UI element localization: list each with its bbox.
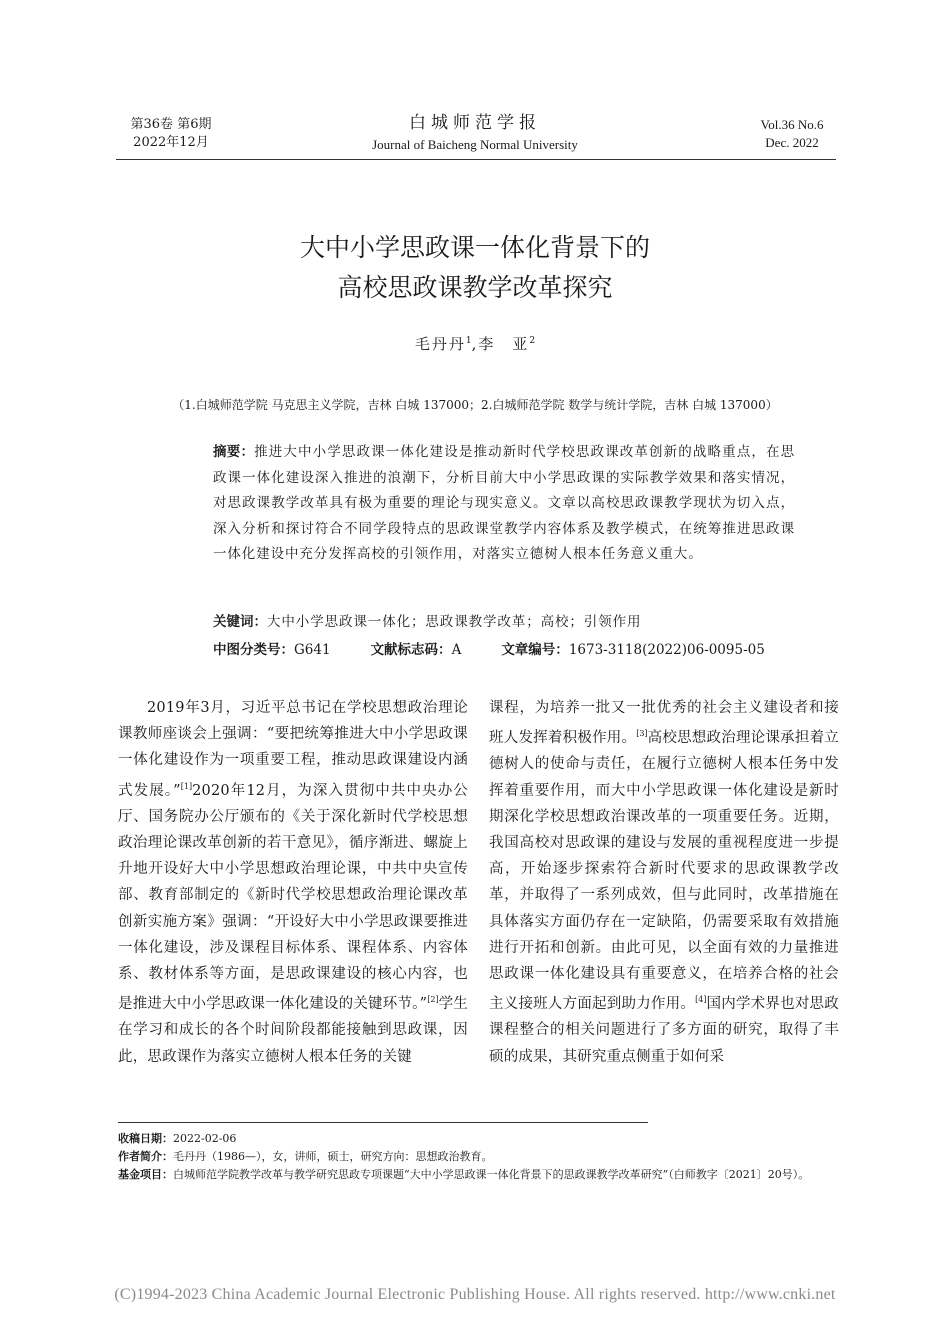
header-divider bbox=[116, 159, 836, 160]
author-bio bbox=[118, 1148, 840, 1166]
body-text: 课程，为培养一批又一批优秀的社会主义建设者和接班人发挥着积极作用。 bbox=[489, 700, 839, 747]
issue-date-en: Dec. 2022 bbox=[765, 135, 819, 150]
author-2: 李 亚 bbox=[478, 335, 530, 353]
body-text: 国内学术界也对思政课程整合的相关问题进行了多方面的研究，取得了丰硕的成果，其研究重点侧重于如何采 bbox=[489, 996, 839, 1065]
received-label: 收稿日期： bbox=[118, 1132, 173, 1145]
author-separator: , bbox=[471, 335, 479, 353]
funding bbox=[118, 1166, 840, 1184]
abstract bbox=[213, 440, 795, 568]
body-paragraph bbox=[118, 695, 468, 1070]
body-text: 高校思想政治理论课承担着立德树人的使命与责任，在履行立德树人根本任务中发挥着重要作用，而大中小学思政课一体化建设是新时期深化学校思想政治课改革的一项重要任务。近期，我国高校对思政课的建设与发展的重视程度进一步提高，开始逐步探索符合新时代要求的思政课教学改革，并取得了一系列成效，但与此同时，改革措施在具体落实方面仍存在一定缺陷，仍需要采取有效措施进行开拓和创新。由此可见，以全面有效的力量推进思政课一体化建设具有重要意义，在培养合格的社会主义接班人方面起到助力作用。 bbox=[489, 730, 840, 1013]
citation-ref-4[interactable]: [4] bbox=[695, 995, 707, 1005]
classification-line bbox=[213, 640, 833, 660]
body-text: 2020年12月，为深入贯彻中共中央办公厅、国务院办公厅颁布的《关于深化新时代学校思想政治理论课改革创新的若干意见》，循序渐进、螺旋上升地开设好大中小学思想政治理论课，中共中央宣传部、教育部制定的《新时代学校思想政治理论课改革创新实施方案》强调：“开设好大中小学思政课要推进一体化建设，涉及课程目标体系、课程体系、内容体系、教材体系等方面，是思政课建设的核心内容，也是推进大中小学思政课一体化建设的关键环节。” bbox=[118, 782, 468, 1013]
volume-issue: 第36卷 第6期 bbox=[130, 117, 212, 132]
abstract-label: 摘要： bbox=[213, 444, 255, 460]
header-volume-block bbox=[121, 116, 221, 152]
footnote-divider bbox=[118, 1122, 648, 1123]
author-list bbox=[100, 333, 850, 354]
journal-name-en: Journal of Baicheng Normal University bbox=[372, 137, 578, 152]
body-text: 学生在学习和成长的各个时间阶段都能接触到思政课，因此，思政课作为落实立德树人根本任务的关键 bbox=[118, 996, 468, 1065]
clc-label: 中图分类号： bbox=[213, 642, 294, 658]
doc-code: A bbox=[451, 642, 462, 658]
author-2-affil-mark: 2 bbox=[529, 336, 536, 346]
author-1: 毛丹丹 bbox=[414, 335, 466, 353]
funding-value: 白城师范学院教学改革与教学研究思政专项课题“大中小学思政课一体化背景下的思政课教学改革研究”（白师教字〔2021〕20号）。 bbox=[173, 1168, 810, 1181]
abstract-text: 推进大中小学思政课一体化建设是推动新时代学校思政课改革创新的战略重点，在思政课一体化建设深入推进的浪潮下，分析目前大中小学思政课的实际教学效果和落实情况，对思政课教学改革具有极为重要的理论与现实意义。文章以高校思政课教学现状为切入点，深入分析和探讨符合不同学段特点的思政课堂教学内容体系及教学模式，在统筹推进思政课一体化建设中充分发挥高校的引领作用，对落实立德树人根本任务意义重大。 bbox=[213, 444, 795, 562]
author-bio-value: 毛丹丹（1986—），女，讲师，硕士，研究方向：思想政治教育。 bbox=[173, 1150, 493, 1163]
article-no-label: 文章编号： bbox=[501, 642, 569, 658]
doc-code-label: 文献标志码： bbox=[370, 642, 452, 658]
received-date bbox=[118, 1130, 840, 1148]
header-volume-en bbox=[742, 116, 842, 152]
funding-label: 基金项目： bbox=[118, 1168, 173, 1181]
body-text: 2019年3月，习近平总书记在学校思想政治理论课教师座谈会上强调：“要把统筹推进大中小学思政课一体化建设作为一项重要工程，推动思政课建设内涵式发展。” bbox=[118, 700, 468, 799]
paper-title-line1: 大中小学思政课一体化背景下的 bbox=[299, 233, 650, 262]
author-1-affil-mark: 1 bbox=[465, 336, 472, 346]
journal-name-cn: 白城师范学报 bbox=[409, 113, 541, 133]
keywords bbox=[213, 612, 813, 632]
article-no: 1673-3118(2022)06-0095-05 bbox=[568, 642, 765, 658]
body-column-right bbox=[489, 695, 839, 1070]
affiliations: （1.白城师范学院 马克思主义学院，吉林 白城 137000；2.白城师范学院 数学与统计学院，吉林 白城 137000） bbox=[172, 398, 778, 412]
journal-masthead bbox=[330, 112, 620, 154]
author-bio-label: 作者简介： bbox=[118, 1150, 173, 1163]
footnotes bbox=[118, 1130, 840, 1184]
copyright-watermark: (C)1994-2023 China Academic Journal Electronic Publishing House. All rights reserved. http://www.cnki.net bbox=[114, 1286, 836, 1303]
keywords-text: 大中小学思政课一体化；思政课教学改革；高校；引领作用 bbox=[267, 614, 642, 630]
issue-date-cn: 2022年12月 bbox=[133, 135, 209, 150]
paper-title-line2: 高校思政课教学改革探究 bbox=[337, 273, 613, 302]
body-paragraph bbox=[489, 695, 839, 1070]
received-value: 2022-02-06 bbox=[173, 1132, 237, 1145]
body-column-left bbox=[118, 695, 468, 1070]
clc-code: G641 bbox=[294, 642, 331, 658]
citation-ref-2[interactable]: [2] bbox=[427, 995, 439, 1005]
volume-issue-en: Vol.36 No.6 bbox=[760, 117, 824, 132]
citation-ref-1[interactable]: [1] bbox=[180, 781, 193, 791]
keywords-label: 关键词： bbox=[213, 614, 267, 630]
citation-ref-3[interactable]: [3] bbox=[636, 729, 648, 739]
